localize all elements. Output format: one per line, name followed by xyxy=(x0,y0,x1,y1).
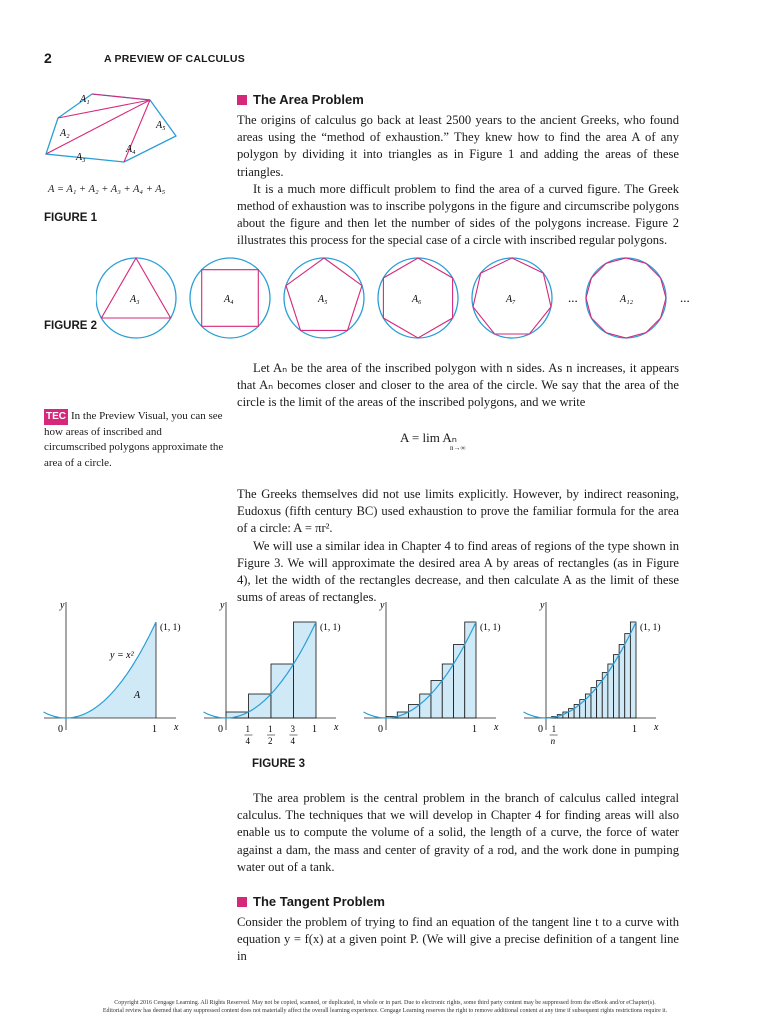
figure1-polygon xyxy=(40,88,180,166)
area-problem-heading: The Area Problem xyxy=(237,92,364,107)
area-problem-text xyxy=(237,112,679,250)
x-tick-one: 1 xyxy=(312,724,317,735)
tick-numerator: 1 xyxy=(268,724,273,734)
tick-denominator: n xyxy=(550,736,556,746)
y-axis-label: y xyxy=(540,600,545,611)
y-axis-label: y xyxy=(60,600,65,611)
inscribed-polygon-7 xyxy=(472,258,552,338)
figure3-caption: FIGURE 3 xyxy=(252,758,306,770)
figure3-graphs xyxy=(40,596,720,752)
approx-rectangle xyxy=(465,622,476,718)
tec-sidenote: TEC In the Preview Visual, you can see how areas of inscribed and circumscribed polygons approximate the area of a circle. xyxy=(44,410,224,469)
ellipsis: ... xyxy=(680,290,690,305)
figure1-caption: FIGURE 1 xyxy=(44,212,98,224)
polygon-label: A₆ xyxy=(412,294,422,305)
figure1-equation: A = A₁ + A₂ + A₃ + A₄ + A₅ xyxy=(48,184,166,195)
origin-label: 0 xyxy=(218,724,223,735)
tick-denominator: 2 xyxy=(268,736,273,746)
polygon-label: A₃ xyxy=(130,294,140,305)
point-label: (1, 1) xyxy=(320,623,341,633)
y-axis-label: y xyxy=(380,600,385,611)
inscribed-polygon-4 xyxy=(190,258,270,338)
running-title: A PREVIEW OF CALCULUS xyxy=(104,53,245,65)
origin-label: 0 xyxy=(58,724,63,735)
approx-rectangle xyxy=(625,634,631,718)
page-number: 2 xyxy=(44,50,52,66)
x-axis-label: x xyxy=(174,722,179,733)
copyright-footer: Copyright 2016 Cengage Learning. All Rights Reserved. May not be copied, scanned, or duplicated, in whole or in part. Due to electronic rights, some third party content may be suppressed from the eBook and/or eChapter(s). Editorial review has deemed that any suppressed content does not materially affect the overall learning experience. Cengage Learning reserves the right to remove additional content at any time if subsequent rights restrictions require it. xyxy=(102,1000,668,1014)
inscribed-polygon-6 xyxy=(378,258,458,338)
approx-rectangle xyxy=(294,622,317,718)
tangent-problem-text xyxy=(237,914,679,966)
limit-text-rest xyxy=(237,486,679,606)
paragraph: Let Aₙ be the area of the inscribed polygon with n sides. As n increases, it appears that Aₙ becomes closer and closer to the area of the circle. We say that the area of the circle is the limit of the areas of the inscribed polygons, and we write xyxy=(237,361,679,410)
graph-4 xyxy=(524,600,661,746)
approx-rectangle xyxy=(630,622,636,718)
area-region xyxy=(66,622,156,718)
paragraph: We will use a similar idea in Chapter 4 to find areas of regions of the type shown in Figure 3. We will approximate the desired area A by areas of rectangles (as in Figure 4), let the width of the rectangles decrease, and then calculate A as the limit of these sums of areas of rectangles. xyxy=(237,538,679,605)
inscribed-polygon-12 xyxy=(586,258,666,338)
label-a3: A₃ xyxy=(76,152,86,163)
tick-denominator: 4 xyxy=(290,736,295,746)
tick-numerator: 3 xyxy=(290,724,295,734)
section-marker-icon xyxy=(237,897,247,907)
graph-2 xyxy=(204,600,341,746)
approx-rectangle xyxy=(614,655,620,718)
paragraph: The origins of calculus go back at least 2500 years to the ancient Greeks, who found areas using the “method of exhaustion.” They knew how to find the area A of any polygon by dividing it into triangles as in Figure 1 and adding the areas of these triangles. xyxy=(237,113,679,179)
polygon-label: A₅ xyxy=(318,294,328,305)
x-axis-label: x xyxy=(494,722,499,733)
label-a4: A₄ xyxy=(126,144,136,155)
curve-label: y = x² xyxy=(110,650,134,661)
approx-rectangle xyxy=(420,694,431,718)
label-a5: A₅ xyxy=(156,120,166,131)
y-axis-label: y xyxy=(220,600,225,611)
x-tick-one: 1 xyxy=(472,724,477,735)
x-tick-one: 1 xyxy=(152,724,157,735)
polygon-label: A₇ xyxy=(506,294,516,305)
paragraph: The area problem is the central problem in the branch of calculus called integral calculus. The techniques that we will develop in Chapter 4 for finding areas will also enable us to compute the volume of a solid, the length of a curve, the force of water against a dam, the mass and center of gravity of a rod, and the work done in pumping water out of a tank. xyxy=(237,791,679,874)
approx-rectangle xyxy=(619,645,625,719)
label-a2: A₂ xyxy=(60,128,70,139)
integral-text xyxy=(237,790,679,876)
tec-badge: TEC xyxy=(44,409,68,425)
point-label: (1, 1) xyxy=(480,623,501,633)
origin-label: 0 xyxy=(538,724,543,735)
label-a1: A₁ xyxy=(80,94,90,105)
x-axis-label: x xyxy=(654,722,659,733)
limit-intro xyxy=(237,360,679,412)
figure2-circles xyxy=(96,254,696,342)
tick-numerator: 1 xyxy=(551,724,557,734)
section-marker-icon xyxy=(237,95,247,105)
x-axis-label: x xyxy=(334,722,339,733)
point-label: (1, 1) xyxy=(160,623,181,633)
approx-rectangle xyxy=(431,681,442,719)
area-label: A xyxy=(134,690,141,701)
tick-numerator: 1 xyxy=(245,724,250,734)
origin-label: 0 xyxy=(378,724,383,735)
figure2-caption: FIGURE 2 xyxy=(44,320,98,332)
tick-denominator: 4 xyxy=(245,736,250,746)
ellipsis: ... xyxy=(568,290,578,305)
inscribed-polygon-3 xyxy=(96,258,176,338)
paragraph: The Greeks themselves did not use limits explicitly. However, by indirect reasoning, Eudoxus (fifth century BC) used exhaustion to prove the familiar formula for the area of a circle: A = πr². xyxy=(237,487,679,536)
inscribed-polygon-5 xyxy=(284,258,364,338)
point-label: (1, 1) xyxy=(640,623,661,633)
limit-formula: A = lim Aₙ n→∞ xyxy=(400,430,466,452)
graph-1 xyxy=(44,600,181,735)
x-tick-one: 1 xyxy=(632,724,637,735)
approx-rectangle xyxy=(591,688,597,718)
tangent-problem-heading: The Tangent Problem xyxy=(237,894,385,909)
polygon-label: A₁₂ xyxy=(620,294,634,305)
paragraph: It is a much more difficult problem to find the area of a curved figure. The Greek method of exhaustion was to inscribe polygons in the figure and circumscribe polygons about the figure and then let the number of sides of the polygons increase. Figure 2 illustrates this process for the special case of a circle with inscribed regular polygons. xyxy=(237,181,679,248)
paragraph: Consider the problem of trying to find an equation of the tangent line t to a curve with equation y = f(x) at a given point P. (We will give a precise definition of a tangent line in xyxy=(237,915,679,964)
polygon-label: A₄ xyxy=(224,294,234,305)
graph-3 xyxy=(364,600,501,735)
